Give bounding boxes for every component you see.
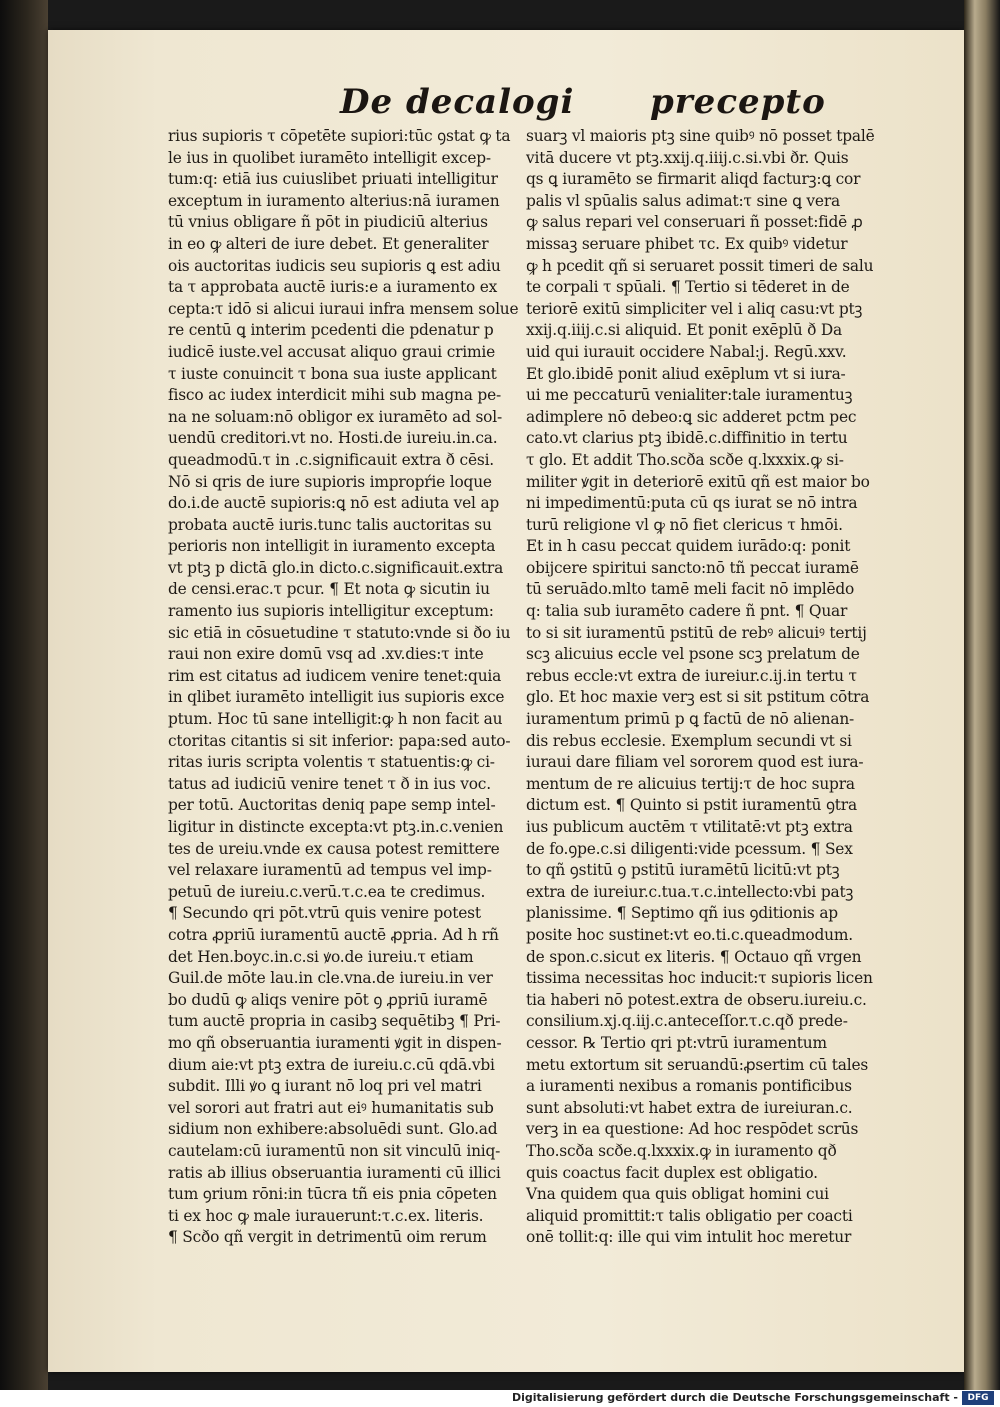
text-line: Nō si qris de iure supioris impropŕie loque [168, 472, 492, 491]
text-line: onē tollit:q: ille qui vim intulit hoc meretur [526, 1228, 852, 1247]
text-line: in qlibet iuramēto intelligit ius supioris exce [168, 688, 505, 707]
text-line: exceptum in iuramento alterius:nā iuramen [168, 191, 500, 210]
text-line: ui me peccaturū venialiter:tale iuramentuꝫ [526, 386, 853, 405]
text-line: tū seruādo.mlto tamē meli facit nō implēdo [526, 580, 855, 599]
text-line: rebus eccle:vt extra de iureiur.c.ij.in tertu τ [526, 666, 857, 685]
text-line: dium aie:vt ptꝫ extra de iureiu.c.cū qdā.vbi [168, 1055, 495, 1074]
text-line: vel sorori aut fratri aut eiꝰ humanitatis sub [168, 1098, 494, 1117]
text-line: ptum. Hoc tū sane intelligit:ꝙ h non facit au [168, 710, 503, 729]
text-line: militer ꝟgit in deteriorē exitū qñ est maior bo [526, 472, 870, 491]
dfg-logo: DFG [962, 1391, 994, 1405]
text-line: tia haberi nō potest.extra de obseru.iureiu.c. [526, 990, 867, 1009]
text-line: planissime. ¶ Septimo qñ ius ꝯditionis ap [526, 904, 838, 923]
text-line: iudicē iuste.vel accusat aliquo graui crimie [168, 342, 496, 361]
text-line: rim est citatus ad iudicem venire tenet:quia [168, 666, 502, 685]
text-line: Et in h casu peccat quidem iurādo:q: ponit [526, 537, 851, 556]
text-line: tes de ureiu.vnde ex causa potest remittere [168, 839, 500, 858]
text-line: verꝫ in ea questione: Ad hoc respōdet scrūs [526, 1120, 859, 1139]
text-line: consilium.xj.q.iij.c.anteceſſor.τ.c.qð prede- [526, 1012, 848, 1031]
text-line: ois auctoritas iudicis seu supioris ꝗ est adiu [168, 256, 501, 275]
text-column-right [526, 126, 876, 1247]
text-line: q: talia sub iuramēto cadere ñ pnt. ¶ Quar [526, 602, 848, 621]
text-line: queadmodū.τ in .c.significauit extra ð cēsi. [168, 450, 494, 469]
text-line: subdit. Illi ꝟo ꝗ iurant nō loq pri vel matri [168, 1077, 482, 1096]
text-line: tum:q: etiā ius cuiuslibet priuati intelligitur [168, 170, 498, 189]
text-line: iuraui dare filiam vel sororem quod est iura- [526, 753, 864, 772]
text-line: ratis ab illius obseruantia iuramenti cū illici [168, 1163, 501, 1182]
text-line: uendū creditori.vt no. Hosti.de iureiu.in.ca. [168, 429, 498, 448]
text-line: tum auctē propria in casibꝫ sequētibꝫ ¶ Pri- [168, 1012, 501, 1031]
text-line: cautelam:cū iuramentū non sit vinculū iniq- [168, 1141, 501, 1160]
text-line: glo. Et hoc maxie verꝫ est si sit pstitum cōtra [526, 688, 870, 707]
text-line: metu extortum sit seruandū:ꝓsertim cū tales [526, 1055, 869, 1074]
text-line: raui non exire domū vsq ad .xv.dies:τ inte [168, 645, 484, 664]
text-line: turū religione vl ꝙ nō fiet clericus τ hmōi. [526, 515, 843, 534]
text-line: τ iuste conuincit τ bona sua iuste applicant [168, 364, 497, 383]
text-line: fisco ac iudex interdicit mihi sub magna pe- [168, 386, 501, 405]
text-line: ta τ approbata auctē iuris:e a iuramento ex [168, 278, 498, 297]
text-line: ligitur in distincte excepta:vt ptꝫ.in.c.venien [168, 818, 504, 836]
text-line: dis rebus ecclesie. Exemplum secundi vt si [526, 731, 852, 750]
text-column-left [168, 126, 519, 1247]
footer-bar [0, 1390, 1000, 1407]
text-line: probata auctē iuris.tunc talis auctoritas su [168, 515, 492, 534]
text-line: rius supioris τ cōpetēte supiori:tūc ꝯstat ꝙ ta [168, 127, 511, 145]
text-line: ¶ Scðo qñ vergit in detrimentū oim rerum [168, 1228, 487, 1247]
text-line: de censi.erac.τ pcur. ¶ Et nota ꝙ sicutin iu [168, 580, 490, 599]
page-edge [964, 0, 1000, 1390]
text-line: tatus ad iudiciū venire tenet τ ð in ius voc. [168, 774, 491, 793]
text-line: petuū de iureiu.c.verū.τ.c.ea te credimus. [168, 882, 486, 901]
text-line: ius publicum auctēm τ vtilitatē:vt ptꝫ extra [526, 818, 853, 836]
text-line: ramento ius supioris intelligitur exceptum: [168, 602, 494, 621]
text-line: missaꝫ seruare phibet τc. Ex quibꝰ videtur [526, 234, 848, 253]
text-line: uid qui iurauit occidere Nabal:j. Regū.xxv. [526, 342, 847, 361]
text-line: sidium non exhibere:absoluēdi sunt. Glo.ad [168, 1120, 498, 1139]
text-line: det Hen.boyc.in.c.si ꝟo.de iureiu.τ etiam [168, 947, 474, 966]
text-line: re centū ꝗ interim pcedenti die pdenatur p [168, 321, 494, 340]
text-line: to qñ ꝯstitū ꝯ pstitū iuramētū licitū:vt ptꝫ [526, 861, 840, 880]
text-line: de spon.c.sicut ex literis. ¶ Octauo qñ vrgen [526, 947, 862, 966]
text-line: sunt absoluti:vt habet extra de iureiuran.c. [526, 1098, 853, 1117]
text-line: in eo ꝙ alteri de iure debet. Et generaliter [168, 234, 489, 253]
text-line: per totū. Auctoritas deniq pape semp intel- [168, 796, 496, 815]
text-line: ꝙ h pcedit qñ si seruaret possit timeri de salu [526, 256, 874, 275]
text-line: Guil.de mōte lau.in cle.vna.de iureiu.in ver [168, 969, 493, 988]
text-line: τ glo. Et addit Tho.scða scðe q.lxxxix.ꝙ si- [526, 450, 844, 469]
text-line: quis coactus facit duplex est obligatio. [526, 1163, 818, 1182]
text-line: mo qñ obseruantia iuramenti ꝟgit in dispen- [168, 1033, 502, 1052]
text-line: teriorē exitū simpliciter vel i aliq casu:vt ptꝫ [526, 299, 863, 318]
text-line: tum ꝯrium rōni:in tūcra tñ eis pnia cōpeten [168, 1185, 497, 1204]
text-line: ꝙ salus repari vel conseruari ñ posset:fidē ꝓ [526, 213, 863, 232]
text-line: ni impedimentū:puta cū qs iurat se nō intra [526, 494, 858, 513]
text-line: Vna quidem qua quis obligat homini cui [526, 1185, 829, 1204]
text-line: ctoritas citantis si sit inferior: papa:sed auto- [168, 731, 511, 750]
text-line: cepta:τ idō si alicui iuraui infra mensem solue [168, 299, 519, 318]
text-line: adimplere nō debeo:ꝗ sic adderet pctm pec [526, 407, 857, 426]
text-line: cato.vt clarius ptꝫ ibidē.c.diffinitio in tertu [526, 429, 848, 448]
text-line: qs ꝗ iuramēto se firmarit aliqd facturꝫ:ꝗ cor [526, 170, 861, 189]
text-line: vel relaxare iuramentū ad tempus vel imp- [168, 861, 492, 880]
text-line: extra de iureiur.c.tua.τ.c.intellecto:vbi patꝫ [526, 882, 854, 901]
text-line: bo dudū ꝙ aliqs venire pōt ꝯ ꝓpriū iuramē [168, 990, 488, 1009]
text-line: scꝫ alicuius eccle vel psone scꝫ prelatum de [526, 645, 860, 664]
text-line: a iuramenti nexibus a romanis pontificibus [526, 1077, 852, 1096]
text-line: de fo.ꝯpe.c.si diligenti:vide pcessum. ¶ Sex [526, 839, 853, 858]
funding-notice: Digitalisierung gefördert durch die Deutsche Forschungsgemeinschaft - [511, 1391, 958, 1404]
text-line: sic etiā in cōsuetudine τ statuto:vnde si ðo iu [168, 623, 511, 642]
text-line: mentum de re alicuius tertij:τ de hoc supra [526, 774, 855, 793]
text-line: iuramentum primū p ꝗ factū de nō alienan- [526, 710, 855, 729]
text-line: cotra ꝓpriū iuramentū auctē ꝓpria. Ad h rñ [168, 925, 499, 944]
running-head-left: De decalogi [340, 82, 575, 122]
text-line: tū vnius obligare ñ pōt in piudiciū alterius [168, 213, 488, 232]
running-head-right: precepto [650, 82, 826, 122]
text-line: Tho.scða scðe.q.lxxxix.ꝙ in iuramento qð [526, 1141, 837, 1160]
text-line: posite hoc sustinet:vt eo.ti.c.queadmodum. [526, 925, 853, 944]
text-line: xxij.q.iiij.c.si aliquid. Et ponit exēplū ð Da [526, 321, 842, 340]
text-line: cessor. ℞ Tertio qri pt:vtrū iuramentum [526, 1033, 827, 1052]
binding-edge [0, 0, 48, 1390]
text-line: ti ex hoc ꝙ male iurauerunt:τ.c.ex. literis. [168, 1206, 484, 1225]
text-line: vt ptꝫ p dictā glo.in dicto.c.significauit.extra [168, 558, 504, 577]
text-line: perioris non intelligit in iuramento excepta [168, 537, 496, 556]
text-line: dictum est. ¶ Quinto si pstit iuramentū ꝯtra [526, 796, 857, 815]
text-line: palis vl spūalis salus adimat:τ sine ꝗ vera [526, 191, 840, 210]
text-line: ¶ Secundo qri pōt.vtrū quis venire potest [168, 904, 481, 923]
text-line: suarꝫ vl maioris ptꝫ sine quibꝰ nō posset tpalē [526, 127, 875, 145]
text-line: le ius in quolibet iuramēto intelligit excep- [168, 148, 491, 167]
text-line: vitā ducere vt ptꝫ.xxij.q.iiij.c.si.vbi ðr. Quis [526, 148, 849, 167]
text-line: aliquid promittit:τ talis obligatio per coacti [526, 1206, 853, 1225]
text-line: obijcere spiritui sancto:nō tñ peccat iuramē [526, 558, 859, 577]
text-line: to si sit iuramentū pstitū de rebꝰ alicuiꝰ tertij [526, 623, 867, 642]
text-line: ritas iuris scripta volentis τ statuentis:ꝙ ci- [168, 753, 495, 772]
text-line: Et glo.ibidē ponit aliud exēplum vt si iura- [526, 364, 846, 383]
text-line: na ne soluam:nō obligor ex iuramēto ad sol- [168, 407, 502, 426]
text-line: te corpali τ spūali. ¶ Tertio si tēderet in de [526, 278, 850, 297]
text-line: do.i.de auctē supioris:ꝗ nō est adiuta vel ap [168, 494, 500, 513]
text-line: tissima necessitas hoc inducit:τ supioris licen [526, 969, 873, 988]
